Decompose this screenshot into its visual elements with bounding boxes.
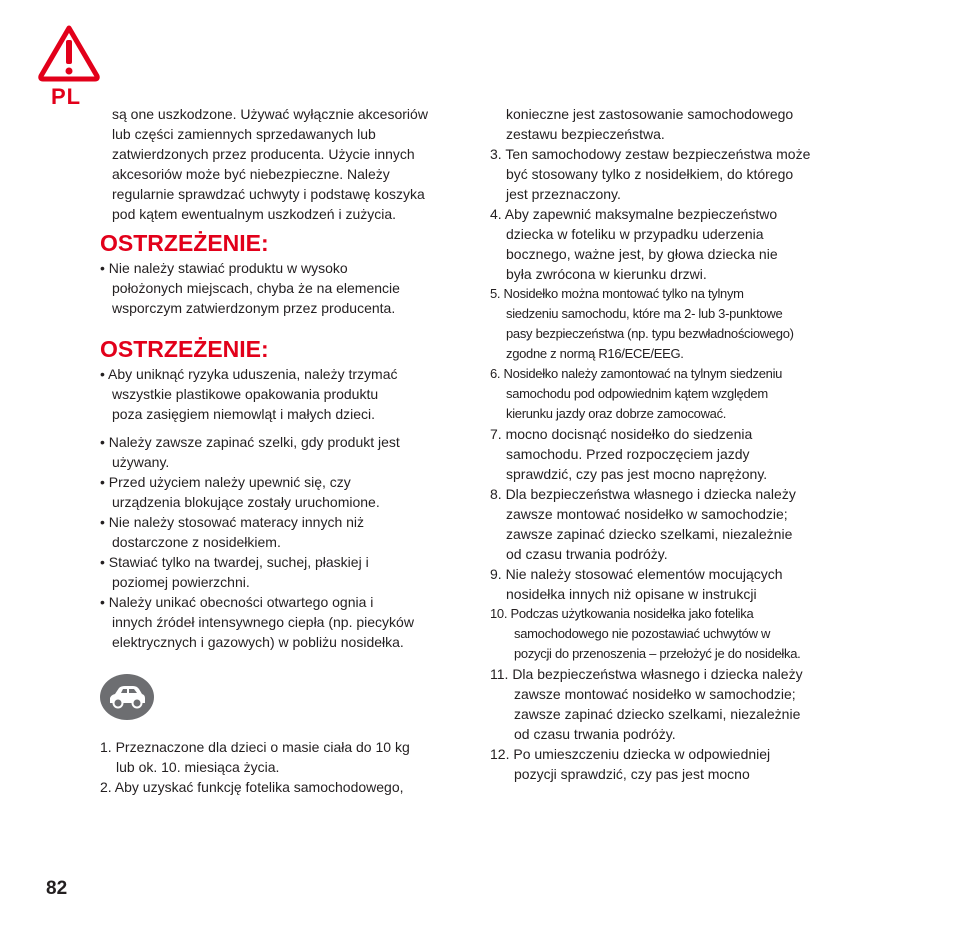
list-item: 2. Aby uzyskać funkcję fotelika samochodowego, — [100, 779, 404, 795]
text-line: innych źródeł intensywnego ciepła (np. piecyków — [112, 614, 414, 630]
text-line: nosidełka innych niż opisane w instrukcji — [506, 586, 757, 602]
text-line: zawsze montować nosidełko w samochodzie; — [506, 506, 788, 522]
warning-list — [100, 258, 460, 318]
numbered-list — [100, 737, 460, 797]
car-icon — [100, 674, 154, 720]
list-item: 8. Dla bezpieczeństwa własnego i dziecka należy — [490, 486, 796, 502]
text-line: elektrycznych i gazowych) w pobliżu nosidełka. — [112, 634, 404, 650]
bullet-line: • Należy zawsze zapinać szelki, gdy produkt jest — [100, 434, 400, 450]
text-line: są one uszkodzone. Używać wyłącznie akcesoriów — [112, 106, 428, 122]
list-item: 5. Nosidełko można montować tylko na tylnym — [490, 286, 744, 301]
text-line: samochodu. Przed rozpoczęciem jazdy — [506, 446, 750, 462]
text-line: sprawdzić, czy pas jest mocno naprężony. — [506, 466, 768, 482]
list-item: 4. Aby zapewnić maksymalne bezpieczeństwo — [490, 206, 778, 222]
list-item: 12. Po umieszczeniu dziecka w odpowiedniej — [490, 746, 771, 762]
list-item: 3. Ten samochodowy zestaw bezpieczeństwa może — [490, 146, 811, 162]
text-line: poziomej powierzchni. — [112, 574, 250, 590]
language-code: PL — [51, 84, 82, 109]
list-item: 10. Podczas użytkowania nosidełka jako fotelika — [490, 606, 754, 621]
text-line: samochodowego nie pozostawiać uchwytów w — [514, 626, 771, 641]
bullet-line: • Przed użyciem należy upewnić się, czy — [100, 474, 351, 490]
bullet-line: • Aby uniknąć ryzyka uduszenia, należy trzymać — [100, 366, 398, 382]
warning-triangle-icon — [37, 24, 101, 82]
text-line: używany. — [112, 454, 170, 470]
text-line: zawsze zapinać dziecko szelkami, niezależnie — [514, 706, 801, 722]
text-line: zawsze montować nosidełko w samochodzie; — [514, 686, 796, 702]
text-line: być stosowany tylko z nosidełkiem, do którego — [506, 166, 794, 182]
bullet-line: • Stawiać tylko na twardej, suchej, płaskiej i — [100, 554, 369, 570]
text-line: zatwierdzonych przez producenta. Użycie innych — [112, 146, 415, 162]
text-line: akcesoriów może być niebezpieczne. Należy — [112, 166, 390, 182]
text-line: pozycji sprawdzić, czy pas jest mocno — [514, 766, 750, 782]
text-line: siedzeniu samochodu, które ma 2- lub 3-punktowe — [506, 306, 783, 321]
page-number: 82 — [46, 878, 68, 899]
list-item: 11. Dla bezpieczeństwa własnego i dziecka należy — [490, 666, 803, 682]
text-line: dziecka w foteliku w przypadku uderzenia — [506, 226, 764, 242]
list-item: 9. Nie należy stosować elementów mocujących — [490, 566, 783, 582]
bullet-line: • Nie należy stawiać produktu w wysoko — [100, 260, 348, 276]
text-line: pasy bezpieczeństwa (np. typu bezwładnościowego) — [506, 326, 794, 341]
text-line: wszystkie plastikowe opakowania produktu — [112, 386, 379, 402]
intro-paragraph — [100, 104, 460, 224]
text-line: kierunku jazdy oraz dobrze zamocować. — [506, 406, 727, 421]
text-line: dostarczone z nosidełkiem. — [112, 534, 281, 550]
text-line: zestawu bezpieczeństwa. — [506, 126, 665, 142]
text-line: zawsze zapinać dziecko szelkami, niezależnie — [506, 526, 793, 542]
text-line: konieczne jest zastosowanie samochodowego — [506, 106, 794, 122]
text-line: samochodu pod odpowiednim kątem względem — [506, 386, 768, 401]
text-line: bocznego, ważne jest, by głowa dziecka nie — [506, 246, 778, 262]
text-line: lub ok. 10. miesiąca życia. — [116, 759, 280, 775]
warning-list — [100, 364, 460, 652]
text-line: poza zasięgiem niemowląt i małych dzieci. — [112, 406, 375, 422]
text-line: regularnie sprawdzać uchwyty i podstawę koszyka — [112, 186, 425, 202]
text-line: była zwrócona w kierunku drzwi. — [506, 266, 707, 282]
text-line: zgodne z normą R16/ECE/EEG. — [506, 346, 684, 361]
warning-heading: OSTRZEŻENIE: — [100, 230, 269, 256]
text-line: urządzenia blokujące zostały uruchomione. — [112, 494, 380, 510]
list-item: 1. Przeznaczone dla dzieci o masie ciała do 10 kg — [100, 739, 410, 755]
text-line: jest przeznaczony. — [506, 186, 621, 202]
text-line: położonych miejscach, chyba że na elemencie — [112, 280, 400, 296]
right-column — [490, 104, 860, 784]
text-line: lub części zamiennych sprzedawanych lub — [112, 126, 376, 142]
text-line: pod kątem ewentualnym uszkodzeń i zużycia. — [112, 206, 397, 222]
warning-heading: OSTRZEŻENIE: — [100, 336, 269, 362]
text-line: pozycji do przenoszenia – przełożyć je do nosidełka. — [514, 646, 801, 661]
text-line: od czasu trwania podróży. — [506, 546, 668, 562]
bullet-line: • Nie należy stosować materacy innych niż — [100, 514, 365, 530]
left-column — [100, 104, 460, 797]
text-line: wsporczym zatwierdzonym przez producenta. — [112, 300, 396, 316]
list-item: 6. Nosidełko należy zamontować na tylnym siedzeniu — [490, 366, 783, 381]
bullet-line: • Należy unikać obecności otwartego ognia i — [100, 594, 374, 610]
text-line: od czasu trwania podróży. — [514, 726, 676, 742]
list-item: 7. mocno docisnąć nosidełko do siedzenia — [490, 426, 753, 442]
